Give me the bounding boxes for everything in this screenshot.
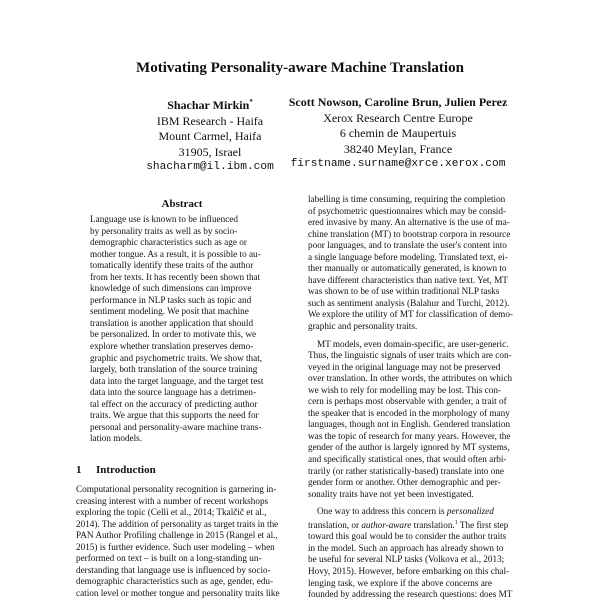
author-address: 6 chemin de Maupertuis (339, 126, 457, 140)
section-number: 1 (76, 464, 82, 476)
abstract-body (90, 214, 276, 445)
text-line: in the model. Such an approach has already shown to (308, 542, 504, 553)
text-line: sentiment modeling. We posit that machine (90, 306, 249, 317)
text-line: lation models. (90, 433, 143, 444)
text-line: ered invasive by many. An alternative is the use of ma- (308, 217, 510, 228)
text-line: knowledge of such dimensions can improve (90, 283, 252, 294)
text-line: MT models, even domain-specific, are user-generic. (317, 338, 509, 349)
text-line: was shown to be of use within traditional NLP tasks (308, 286, 500, 297)
right-column (308, 194, 526, 601)
text-line: tal effect on the accuracy of predicting author (90, 398, 258, 409)
text-line: demographic characteristics such as age, gender, edu- (76, 576, 274, 587)
text-line: veyed in the original language may not be preserved (308, 361, 501, 372)
paper-title: Motivating Personality-aware Machine Translation (136, 60, 464, 76)
text-line: toward this goal would be to consider the author traits (308, 531, 507, 542)
text-line: labelling is time consuming, requiring the completion (308, 194, 506, 204)
text-line: Thus, the linguistic signals of user traits which are con- (308, 350, 512, 361)
author-marker: * (249, 98, 253, 106)
text-line: Hovy, 2015). However, before embarking on this chal- (308, 566, 510, 577)
text-line: from her texts. It has recently been shown that (90, 271, 261, 282)
paragraph (308, 339, 526, 501)
text-line: have different characteristics than native text. Yet, MT (308, 274, 508, 285)
text-line: the speaker that is encoded in the morphology of many (308, 407, 510, 418)
text-line: lenging task, we explore if the above concerns are (308, 577, 492, 588)
text-line: a single language before modeling. Translated text, ei- (308, 251, 508, 262)
text-line: tomatically identify these traits of the author (90, 260, 254, 271)
text-line: be useful for several NLP tasks (Volkova et al., 2013; (308, 554, 505, 565)
author-affiliation: Xerox Research Centre Europe (323, 110, 473, 125)
text-line: traits. We argue that this supports the need for (90, 410, 259, 421)
text-line: be personalized. In order to motivate this, we (90, 329, 257, 340)
text-line: gender form or another. Other demographic and per- (308, 477, 501, 488)
author-name: Scott Nowson, Caroline Brun, Julien Perez (288, 95, 508, 109)
text-line: One way to address this concern is personalized (317, 506, 494, 517)
text-line: largely, both translation of the source training (90, 364, 258, 375)
text-line: graphic and psychometric traits. We show that, (90, 352, 263, 363)
text-line: creasing interest with a number of recent workshops (76, 495, 269, 506)
abstract-heading: Abstract (161, 198, 203, 210)
text-line: and specifically statistical ones, that would often arbi- (308, 454, 507, 465)
author-postal: 31905, Israel (178, 144, 242, 159)
text-line: 2014). The addition of personality as target traits in the (76, 518, 279, 529)
text-line: PAN Author Profiling challenge in 2015 (Rangel et al., (76, 530, 278, 541)
text-line: over translation. In other words, the attributes on which (308, 373, 513, 384)
text-line: gender of the author is largely ignored by MT systems, (308, 442, 510, 453)
author-email[interactable]: firstname.surname@xrce.xerox.com (290, 158, 506, 170)
text-line: chine translation (MT) to bootstrap corpora in resource (308, 228, 511, 239)
text-line: exploring the topic (Celli et al., 2014; Tkalčič et al., (76, 507, 267, 518)
text-line: such as sentiment analysis (Balahur and Turchi, 2012). (308, 297, 510, 308)
text-line: personal and personality-aware machine trans- (90, 421, 262, 432)
text-line: derstanding that language use is influenced by socio- (76, 564, 271, 575)
intro-body (76, 484, 290, 599)
text-line: cern is perhaps most observable with gender, a trait of (308, 396, 507, 407)
text-line: We explore the utility of MT for classification of demo- (308, 309, 513, 320)
text-line: explore whether translation preserves demo- (90, 341, 254, 352)
text-line: 2015) is further evidence. Such user modeling – when (76, 541, 275, 552)
author-block-2 (278, 95, 518, 173)
text-line: by personality traits as well as by socio- (90, 225, 238, 236)
text-line: graphic and personality traits. (308, 321, 418, 332)
text-line: of psychometric questionnaires which may be consid- (308, 205, 506, 216)
author-postal: 38240 Meylan, France (343, 141, 453, 156)
text-line: ther manually or automatically generated, is known to (308, 263, 507, 274)
section-heading (76, 464, 156, 476)
author-email[interactable]: shacharm@il.ibm.com (146, 161, 274, 173)
text-line: sonality traits have not yet been investigated. (308, 488, 474, 499)
section-title: Introduction (96, 464, 156, 476)
text-line: trarily (or rather statistically-based) translate into one (308, 465, 504, 476)
text-line: demographic characteristics such as age or (90, 237, 247, 248)
author-address: Mount Carmel, Haifa (158, 129, 262, 143)
text-line: poor languages, and to translate the user's content into (308, 240, 507, 251)
text-line: data into the source language has a detrimen- (90, 387, 257, 398)
text-line: was the topic of research for many years. However, the (308, 430, 511, 441)
text-line: founded by addressing the research questions: does MT (308, 589, 513, 600)
author-affiliation: IBM Research - Haifa (156, 113, 264, 128)
footnote-marker[interactable]: 1 (454, 519, 458, 526)
text-line: translation, or author-aware translation.$^1$ The first step (308, 519, 509, 530)
text-line: Computational personality recognition is garnering in- (76, 484, 277, 494)
text-line: languages, though not in English. Gendered translation (308, 419, 511, 430)
paragraph (308, 506, 526, 600)
text-line: we wish to rely for modelling may be lost. This con- (308, 384, 501, 395)
author-name: Shachar Mirkin* (167, 98, 253, 112)
text-line: Language use is known to be influenced (90, 214, 238, 224)
text-line: performance in NLP tasks such as topic and (90, 294, 252, 305)
text-line: translation is another application that should (90, 317, 254, 328)
paragraph (308, 194, 526, 333)
text-line: performed on text – is built on a long-standing un- (76, 553, 262, 564)
text-line: cation level or mother tongue and personality traits like (76, 587, 280, 598)
text-line: mother tongue. As a result, it is possible to au- (90, 248, 261, 259)
text-line: data into the target language, and the target test (90, 375, 264, 386)
